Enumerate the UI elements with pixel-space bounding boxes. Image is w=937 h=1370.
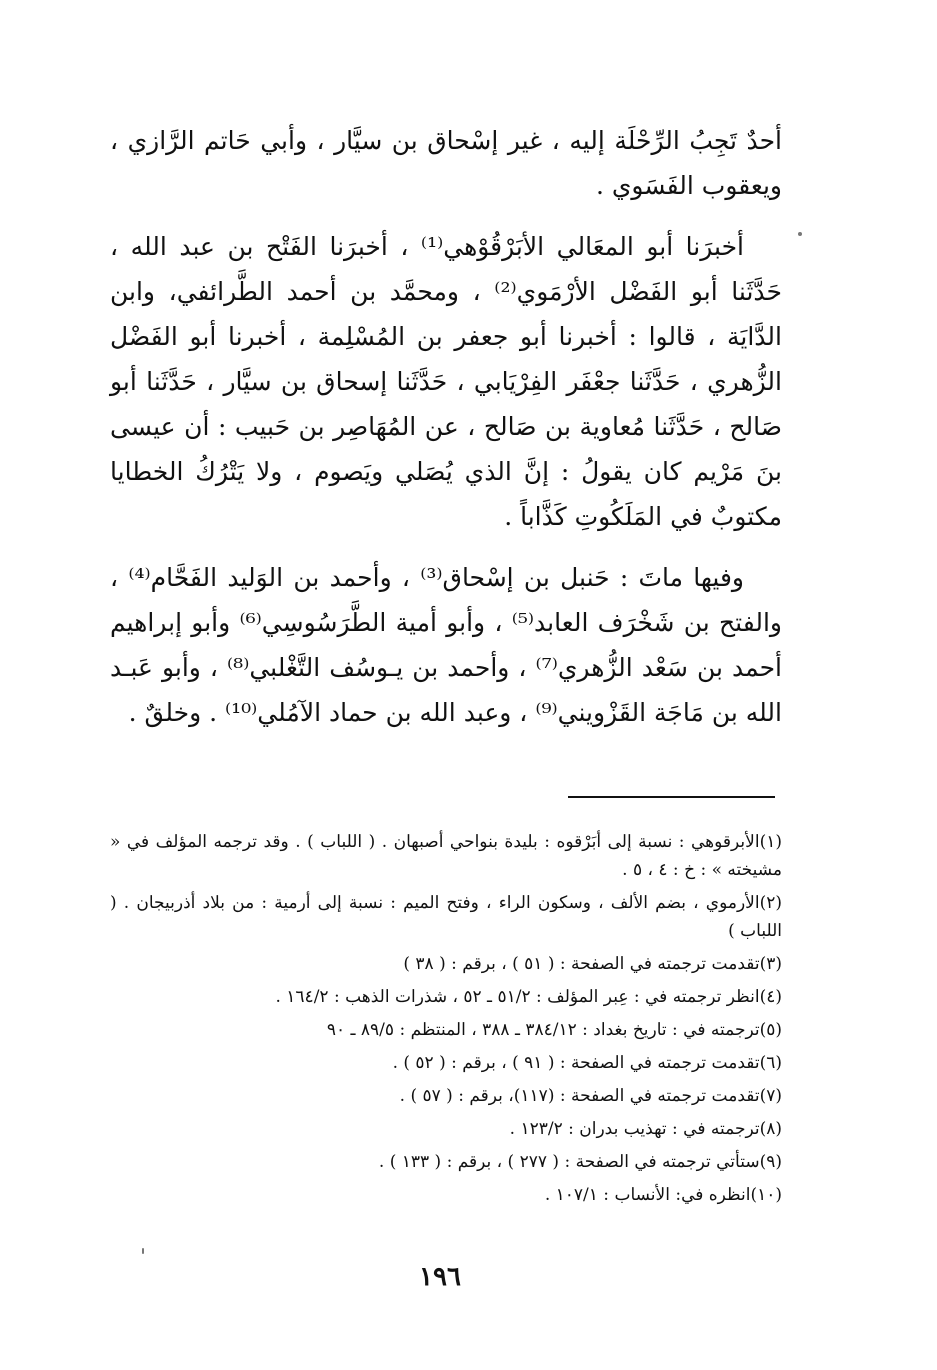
paragraph-1: أحدٌ تَجِبُ الرِّحْلَة إليه ، غير إسْحاق بن سيَّار ، وأبي حَاتم الرَّازي ، ويعقوب الفَسَوي . — [110, 126, 782, 200]
scan-speck — [798, 232, 802, 236]
paragraph-3: وفيها ماتَ : حَنبل بن إسْحاق⁽³⁾ ، وأحمد بن الوَليد الفَحَّام⁽⁴⁾ ، والفتح بن شَخْرَف العابد⁽⁵⁾ ، وأبو أمية الطَّرَسُوسِي⁽⁶⁾ وأبو إبراهيم أحمد بن سَعْد الزُّهري⁽⁷⁾ ، وأحمد بن يـوسُف التَّغْلبي⁽⁸⁾ ، وأبو عَبـد الله بن مَاجَة القَزْويني⁽⁹⁾ ، وعبد الله بن حماد الآمُلي⁽¹⁰⁾ . وخلقٌ . — [110, 563, 783, 727]
footnote-8: (٨)ترجمته في : تهذيب بدران : ١٢٣/٢ . — [509, 1119, 782, 1139]
footnote-separator — [568, 796, 775, 798]
page-number: ١٩٦ — [419, 1262, 461, 1292]
footnote-1: (١)الأبرقوهي : نسبة إلى أبَرْقوه : بليدة بنواحي أصبهان . ( اللباب ) . وقد ترجمه المؤلف في « مشيخته » : خ : ٤ ، ٥ . — [110, 832, 782, 880]
footnote-5: (٥)ترجمته في : تاريخ بغداد : ٣٨٤/١٢ ـ ٣٨٨ ، المنتظم : ٨٩/٥ ـ ٩٠ — [326, 1020, 782, 1040]
footnote-7: (٧)تقدمت ترجمته في الصفحة : (١١٧)، برقم : ( ٥٧ ) . — [399, 1086, 782, 1106]
footnote-6: (٦)تقدمت ترجمته في الصفحة : ( ٩١ ) ، برقم : ( ٥٢ ) . — [392, 1053, 782, 1073]
footnotes — [110, 828, 782, 1214]
footnote-9: (٩)ستأتي ترجمته في الصفحة : ( ٢٧٧ ) ، برقم : ( ١٣٣ ) . — [378, 1152, 782, 1172]
footnote-2: (٢)الأرموي ، بضم الألف ، وسكون الراء ، وفتح الميم : نسبة إلى أرمية : من بلاد أذربيجان . ( اللباب ) — [110, 893, 782, 941]
main-text — [110, 118, 782, 751]
footnote-10: (١٠)انظره في: الأنساب : ١٠٧/١ . — [544, 1185, 782, 1205]
footnote-3: (٣)تقدمت ترجمته في الصفحة : ( ٥١ ) ، برقم : ( ٣٨ ) — [403, 954, 782, 974]
paragraph-2: أخبرَنا أبو المعَالي الأبَرْقُوْهي⁽¹⁾ ، أخبرَنا الفَتْح بن عبد الله ، حَدَّثَنا أبو الفَضْل الأرْمَوي⁽²⁾ ، ومحمَّد بن أحمد الطَّرائفي، وابن الدَّايَة ، قالوا : أخبرنا أبو جعفر بن المُسْلِمة ، أخبرنا أبو الفَضْل الزُّهري ، حَدَّثَنا جعْفَر الفِرْيَابي ، حَدَّثَنا إسحاق بن سيَّار ، حَدَّثَنا أبو صَالح ، حَدَّثَنا مُعاوية بن صَالح ، عن المُهَاصِر بن حَبيب : أن عيسى بنَ مَرْيم كان يقولُ : إنَّ الذي يُصَلي ويَصوم ، ولا يَتْرُكُ الخطايا مكتوبٌ في المَلَكُوتِ كَذَّاباً . — [110, 232, 782, 531]
scan-speck — [142, 1248, 144, 1254]
footnote-4: (٤)انظر ترجمته في : عِبر المؤلف : ٥١/٢ ـ ٥٢ ، شذرات الذهب : ١٦٤/٢ . — [275, 987, 782, 1007]
